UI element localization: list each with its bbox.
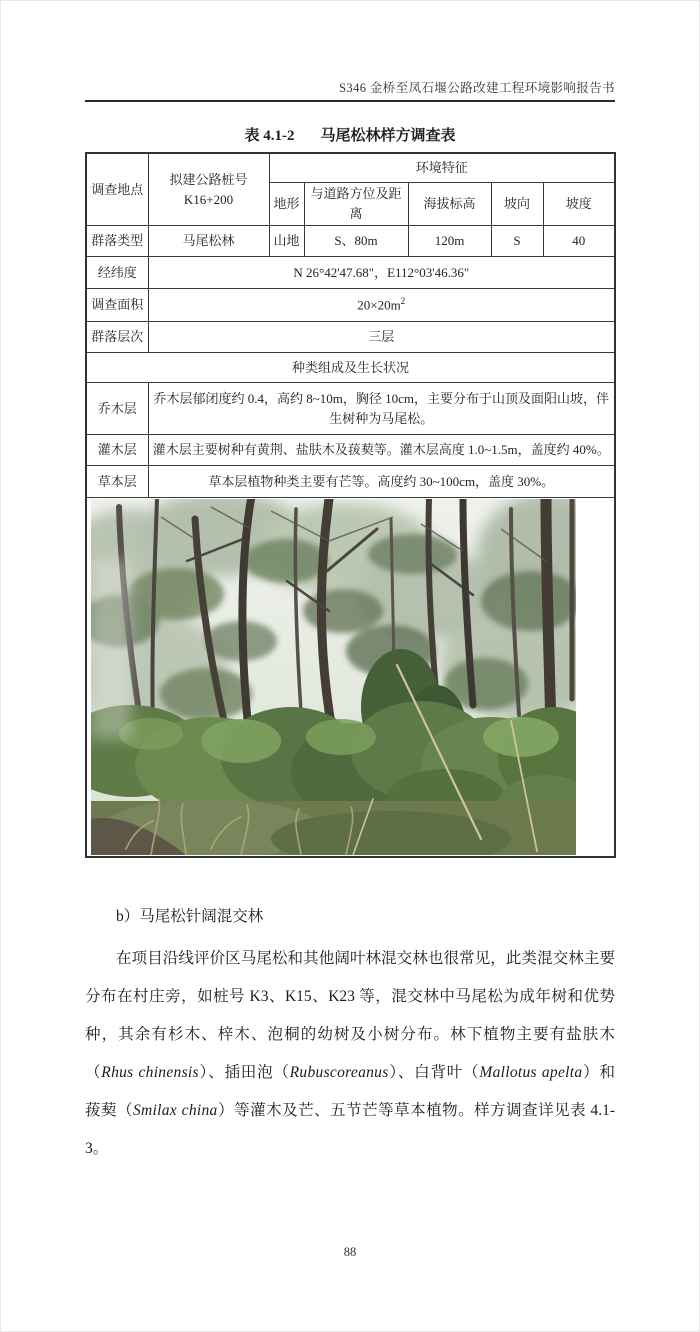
sample-plot-survey-table <box>85 152 616 858</box>
cell-stake-number <box>148 153 269 226</box>
para-seg: ）、白背叶（ <box>388 1064 480 1082</box>
col-header-terrain: 地形 <box>269 183 304 226</box>
cell-photo <box>86 498 615 858</box>
species-name-latin: Mallotus apelta <box>479 1064 583 1082</box>
cell-layers-label: 群落层次 <box>86 322 148 353</box>
cell-species-section-header: 种类组成及生长状况 <box>86 353 615 383</box>
species-name-latin: Rubuscoreanus <box>289 1064 389 1082</box>
species-name-latin: Smilax china <box>133 1102 218 1120</box>
para-seg: ）和菝葜（ <box>85 1064 615 1120</box>
cell-slope-value: 40 <box>543 226 615 257</box>
stake-value: K16+200 <box>183 191 234 207</box>
subsection-heading: b）马尾松针阔混交林 <box>116 908 264 926</box>
forest-photo-illustration <box>91 499 576 855</box>
cell-area-label: 调查面积 <box>86 289 148 322</box>
report-title-header: S346 金桥至凤石堰公路改建工程环境影响报告书 <box>85 78 615 102</box>
body-paragraph <box>85 940 615 1168</box>
col-header-road-position: 与道路方位及距离 <box>304 183 408 226</box>
col-header-slope: 坡度 <box>543 183 615 226</box>
table-name: 马尾松林样方调查表 <box>320 128 456 144</box>
page-header <box>85 0 615 102</box>
table-caption <box>85 124 615 145</box>
cell-community-type-value: 马尾松林 <box>148 226 269 257</box>
cell-env-features-header: 环境特征 <box>269 153 615 183</box>
cell-herb-layer-label: 草本层 <box>86 466 148 498</box>
cell-terrain-value: 山地 <box>269 226 304 257</box>
cell-aspect-value: S <box>491 226 543 257</box>
para-seg: ）等灌木及芒、五节芒等草本植物。样方调查详见表 4.1-3。 <box>85 1102 615 1158</box>
col-header-elevation: 海拔标高 <box>408 183 491 226</box>
area-superscript: 2 <box>400 296 406 307</box>
area-number: 20×20m <box>357 297 401 313</box>
cell-layers-value: 三层 <box>148 322 615 353</box>
cell-shrub-layer-desc: 灌木层主要树种有黄荆、盐肤木及菝葜等。灌木层高度 1.0~1.5m，盖度约 40%。 <box>148 435 615 466</box>
cell-survey-site-label: 调查地点 <box>86 153 148 226</box>
para-seg: ）、插田泡（ <box>198 1064 290 1082</box>
cell-latlon-label: 经纬度 <box>86 257 148 289</box>
cell-herb-layer-desc: 草本层植物种类主要有芒等。高度约 30~100cm，盖度 30%。 <box>148 466 615 498</box>
cell-elevation-value: 120m <box>408 226 491 257</box>
table-number: 表 4.1-2 <box>244 128 295 144</box>
page-number: 88 <box>343 1245 357 1259</box>
forest-photo <box>91 499 576 855</box>
species-name-latin: Rhus chinensis <box>101 1064 199 1082</box>
stake-label: 拟建公路桩号 <box>169 171 248 187</box>
cell-road-position-value: S、80m <box>304 226 408 257</box>
col-header-aspect: 坡向 <box>491 183 543 226</box>
cell-shrub-layer-label: 灌木层 <box>86 435 148 466</box>
cell-tree-layer-desc: 乔木层郁闭度约 0.4，高约 8~10m，胸径 10cm，主要分布于山顶及面阳山坡，伴生树种为马尾松。 <box>148 383 615 435</box>
para-seg: 在项目沿线评价区马尾松和其他阔叶林混交林也很常见，此类混交林主要分布在村庄旁，如桩号 K3、K15、K23 等，混交林中马尾松为成年树和优势种，其余有杉木、梓木、泡桐的幼树及小树分布。林下植物主要有盐肤木（ <box>85 950 615 1082</box>
cell-tree-layer-label: 乔木层 <box>86 383 148 435</box>
cell-community-type-label: 群落类型 <box>86 226 148 257</box>
cell-latlon-value: N 26°42'47.68"，E112°03'46.36" <box>148 257 615 289</box>
cell-area-value <box>148 289 615 322</box>
